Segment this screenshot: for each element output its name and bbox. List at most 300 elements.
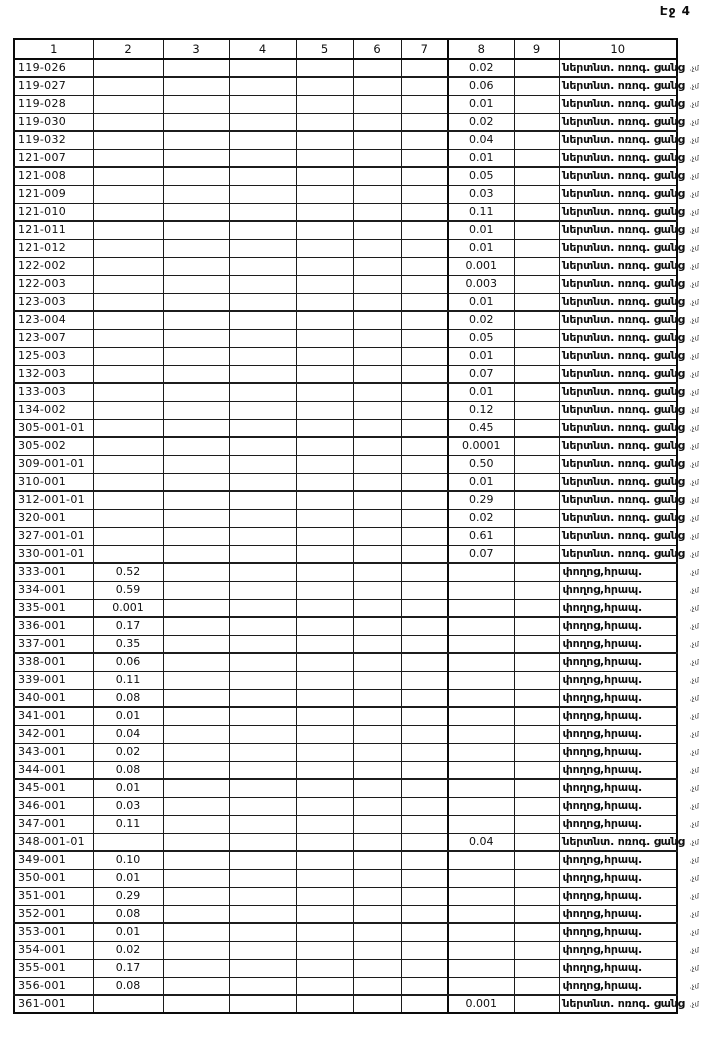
cell-empty: [353, 239, 401, 257]
cell-area-col2: [93, 833, 163, 851]
cell-empty: [353, 437, 401, 455]
cell-area-col2: 0.02: [93, 743, 163, 761]
margin-note: .չմ: [689, 316, 699, 325]
cell-area-col8: 0.45: [448, 419, 514, 437]
cell-empty: [353, 293, 401, 311]
cell-empty: [401, 653, 448, 671]
cell-area-col8: 0.06: [448, 77, 514, 95]
cell-landuse-text: [559, 689, 699, 707]
cell-empty: [296, 581, 353, 599]
cell-empty: [163, 815, 229, 833]
cell-empty: [296, 113, 353, 131]
cell-area-col2: [93, 239, 163, 257]
cell-empty: [163, 329, 229, 347]
cell-empty: [353, 851, 401, 869]
cell-area-col8: [448, 761, 514, 779]
table-row: [14, 59, 677, 77]
cell-area-col8: 0.03: [448, 185, 514, 203]
landuse-label: ներտնտ. ոռոգ. ցանց: [562, 241, 685, 254]
cell-empty: [353, 671, 401, 689]
cell-empty: [353, 581, 401, 599]
cell-empty: [163, 851, 229, 869]
cell-empty: [353, 419, 401, 437]
cell-empty: [229, 455, 296, 473]
cell-empty: [514, 419, 559, 437]
cell-parcel-code: 335-001: [14, 599, 93, 617]
table-row: [14, 275, 677, 293]
cell-empty: [401, 779, 448, 797]
cell-empty: [229, 779, 296, 797]
landuse-label: ներտնտ. ոռոգ. ցանց: [562, 529, 685, 542]
cell-area-col2: 0.01: [93, 923, 163, 941]
cell-area-col2: 0.01: [93, 869, 163, 887]
cell-empty: [296, 833, 353, 851]
margin-note: .չմ: [689, 136, 699, 145]
margin-note: .չմ: [689, 910, 699, 919]
cell-empty: [401, 455, 448, 473]
cell-empty: [229, 527, 296, 545]
cell-empty: [353, 869, 401, 887]
table-row: [14, 995, 677, 1013]
cell-parcel-code: 336-001: [14, 617, 93, 635]
cell-landuse-text: [559, 725, 699, 743]
cell-landuse-text: [559, 779, 699, 797]
cell-area-col8: [448, 671, 514, 689]
cell-landuse-text: [559, 113, 699, 131]
cell-area-col2: 0.001: [93, 599, 163, 617]
cell-empty: [401, 95, 448, 113]
table-row: [14, 293, 677, 311]
column-header-7: 7: [401, 39, 448, 59]
cell-landuse-text: [559, 545, 699, 563]
margin-note: .չմ: [689, 64, 699, 73]
cell-parcel-code: 133-003: [14, 383, 93, 401]
cell-empty: [353, 329, 401, 347]
table-row: [14, 725, 677, 743]
cell-empty: [514, 671, 559, 689]
table-row: [14, 959, 677, 977]
cell-landuse-text: [559, 473, 699, 491]
cell-empty: [401, 167, 448, 185]
column-header-3: 3: [163, 39, 229, 59]
cell-empty: [401, 77, 448, 95]
landuse-label: փողոց,հրապ.: [562, 817, 642, 830]
cell-empty: [229, 509, 296, 527]
cell-empty: [296, 239, 353, 257]
cell-area-col8: [448, 959, 514, 977]
cell-empty: [229, 131, 296, 149]
cell-empty: [296, 563, 353, 581]
cell-empty: [514, 995, 559, 1013]
landuse-label: փողոց,հրապ.: [562, 655, 642, 669]
cell-empty: [163, 707, 229, 725]
cell-empty: [229, 347, 296, 365]
landuse-label: ներտնտ. ոռոգ. ցանց: [562, 277, 685, 290]
cell-empty: [296, 707, 353, 725]
margin-note: .չմ: [689, 766, 699, 775]
table-row: [14, 311, 677, 329]
landuse-label: փողոց,հրապ.: [562, 673, 642, 686]
cell-area-col2: 0.01: [93, 779, 163, 797]
cell-empty: [353, 167, 401, 185]
cell-empty: [401, 365, 448, 383]
cell-empty: [229, 743, 296, 761]
cell-area-col2: [93, 491, 163, 509]
margin-note: .չմ: [689, 568, 699, 577]
cell-landuse-text: [559, 383, 699, 401]
cell-empty: [163, 779, 229, 797]
landuse-label: փողոց,հրապ.: [562, 636, 642, 650]
cell-empty: [514, 311, 559, 329]
cell-empty: [401, 635, 448, 653]
margin-note: .չմ: [689, 676, 699, 685]
cell-landuse-text: [559, 833, 699, 851]
cell-area-col2: [93, 545, 163, 563]
cell-parcel-code: 351-001: [14, 887, 93, 905]
cell-empty: [401, 905, 448, 923]
column-header-6: 6: [353, 39, 401, 59]
cell-empty: [401, 437, 448, 455]
cell-area-col8: 0.0001: [448, 437, 514, 455]
cell-empty: [163, 797, 229, 815]
cell-empty: [296, 617, 353, 635]
cell-empty: [296, 59, 353, 77]
table-row: [14, 545, 677, 563]
landuse-label: փողոց,հրապ.: [562, 961, 642, 974]
cell-empty: [353, 221, 401, 239]
landuse-label: ներտնտ. ոռոգ. ցանց: [562, 313, 685, 327]
cell-empty: [229, 707, 296, 725]
cell-empty: [353, 905, 401, 923]
cell-empty: [353, 383, 401, 401]
table-header-row: [14, 39, 677, 59]
cell-empty: [229, 599, 296, 617]
cell-area-col8: [448, 653, 514, 671]
cell-empty: [353, 779, 401, 797]
cell-parcel-code: 305-001-01: [14, 419, 93, 437]
cell-landuse-text: [559, 887, 699, 905]
cell-area-col2: [93, 365, 163, 383]
cell-landuse-text: [559, 671, 699, 689]
cell-area-col2: 0.04: [93, 725, 163, 743]
cell-empty: [163, 545, 229, 563]
table-row: [14, 203, 677, 221]
cell-empty: [229, 491, 296, 509]
margin-note: .չմ: [689, 280, 699, 289]
table-row: [14, 329, 677, 347]
cell-parcel-code: 338-001: [14, 653, 93, 671]
margin-note: .չմ: [689, 640, 699, 649]
cell-landuse-text: [559, 59, 699, 77]
cell-empty: [401, 545, 448, 563]
cell-parcel-code: 346-001: [14, 797, 93, 815]
cell-landuse-text: [559, 149, 699, 167]
margin-note: .չմ: [689, 334, 699, 343]
cell-empty: [229, 941, 296, 959]
cell-empty: [353, 311, 401, 329]
cell-parcel-code: 122-003: [14, 275, 93, 293]
cell-empty: [296, 167, 353, 185]
cell-empty: [353, 113, 401, 131]
cell-landuse-text: [559, 509, 699, 527]
cell-empty: [514, 959, 559, 977]
cell-empty: [163, 617, 229, 635]
cell-parcel-code: 310-001: [14, 473, 93, 491]
table-row: [14, 419, 677, 437]
landuse-label: ներտնտ. ոռոգ. ցանց: [562, 474, 685, 488]
cell-empty: [163, 401, 229, 419]
cell-empty: [401, 743, 448, 761]
cell-parcel-code: 342-001: [14, 725, 93, 743]
table-row: [14, 491, 677, 509]
table-row: [14, 347, 677, 365]
landuse-label: ներտնտ. ոռոգ. ցանց: [562, 366, 685, 380]
margin-note: .չմ: [689, 262, 699, 271]
cell-empty: [514, 815, 559, 833]
cell-empty: [401, 329, 448, 347]
cell-area-col8: 0.01: [448, 293, 514, 311]
cell-empty: [229, 59, 296, 77]
cell-empty: [163, 293, 229, 311]
cell-empty: [229, 329, 296, 347]
cell-parcel-code: 123-003: [14, 293, 93, 311]
cell-empty: [296, 653, 353, 671]
cell-area-col8: 0.02: [448, 59, 514, 77]
cell-empty: [514, 167, 559, 185]
table-row: [14, 383, 677, 401]
cell-empty: [353, 743, 401, 761]
cell-area-col2: 0.08: [93, 761, 163, 779]
table-row: [14, 653, 677, 671]
table-row: [14, 437, 677, 455]
cell-empty: [514, 149, 559, 167]
cell-area-col2: 0.03: [93, 797, 163, 815]
cell-landuse-text: [559, 203, 699, 221]
column-header-2: 2: [93, 39, 163, 59]
cell-empty: [296, 473, 353, 491]
cell-empty: [401, 239, 448, 257]
margin-note: .չմ: [689, 118, 699, 127]
cell-empty: [296, 275, 353, 293]
cell-empty: [353, 761, 401, 779]
cell-area-col8: 0.001: [448, 257, 514, 275]
cell-empty: [514, 347, 559, 365]
cell-parcel-code: 121-010: [14, 203, 93, 221]
cell-empty: [514, 599, 559, 617]
margin-note: .չմ: [689, 244, 699, 253]
cell-empty: [229, 275, 296, 293]
cell-empty: [514, 221, 559, 239]
table-row: [14, 509, 677, 527]
cell-empty: [296, 221, 353, 239]
cell-empty: [229, 437, 296, 455]
margin-note: .չմ: [689, 388, 699, 397]
cell-area-col2: [93, 455, 163, 473]
cell-area-col2: 0.17: [93, 959, 163, 977]
cell-parcel-code: 119-027: [14, 77, 93, 95]
cell-area-col2: [93, 113, 163, 131]
cell-area-col2: 0.35: [93, 635, 163, 653]
cell-empty: [229, 977, 296, 995]
cell-landuse-text: [559, 941, 699, 959]
cell-empty: [353, 941, 401, 959]
cell-landuse-text: [559, 851, 699, 869]
margin-note: .չմ: [689, 802, 699, 811]
cell-empty: [229, 815, 296, 833]
cell-landuse-text: [559, 491, 699, 509]
cell-empty: [401, 689, 448, 707]
cell-landuse-text: [559, 869, 699, 887]
cell-empty: [514, 59, 559, 77]
cell-empty: [353, 257, 401, 275]
table-row: [14, 581, 677, 599]
cell-landuse-text: [559, 77, 699, 95]
cell-empty: [401, 725, 448, 743]
landuse-label: փողոց,հրապ.: [562, 871, 642, 884]
cell-empty: [514, 113, 559, 131]
margin-note: .չմ: [689, 370, 699, 379]
cell-empty: [401, 995, 448, 1013]
cell-empty: [353, 455, 401, 473]
landuse-label: ներտնտ. ոռոգ. ցանց: [562, 114, 685, 128]
cell-empty: [163, 563, 229, 581]
cell-landuse-text: [559, 185, 699, 203]
table-row: [14, 167, 677, 185]
cell-empty: [296, 383, 353, 401]
cell-empty: [401, 671, 448, 689]
cell-empty: [514, 563, 559, 581]
table-row: [14, 779, 677, 797]
landuse-label: փողոց,հրապ.: [562, 600, 642, 614]
cell-area-col2: 0.02: [93, 941, 163, 959]
margin-note: .չմ: [689, 658, 699, 667]
landuse-label: ներտնտ. ոռոգ. ցանց: [562, 133, 685, 147]
cell-empty: [229, 113, 296, 131]
landuse-label: ներտնտ. ոռոգ. ցանց: [562, 997, 685, 1010]
cell-empty: [353, 635, 401, 653]
cell-empty: [353, 599, 401, 617]
margin-note: .չմ: [689, 964, 699, 973]
landuse-label: փողոց,հրապ.: [562, 781, 642, 795]
margin-note: .չմ: [689, 406, 699, 415]
cell-area-col8: [448, 635, 514, 653]
cell-parcel-code: 347-001: [14, 815, 93, 833]
landuse-label: փողոց,հրապ.: [562, 853, 642, 867]
cell-empty: [514, 383, 559, 401]
table-row: [14, 401, 677, 419]
cell-empty: [163, 527, 229, 545]
cell-landuse-text: [559, 905, 699, 923]
cell-empty: [353, 653, 401, 671]
margin-note: .չմ: [689, 838, 699, 847]
cell-empty: [401, 419, 448, 437]
cell-area-col2: 0.17: [93, 617, 163, 635]
cell-empty: [401, 959, 448, 977]
cell-empty: [514, 185, 559, 203]
cell-empty: [353, 617, 401, 635]
cell-area-col8: [448, 941, 514, 959]
landuse-label: ներտնտ. ոռոգ. ցանց: [562, 546, 685, 560]
cell-empty: [514, 977, 559, 995]
cell-empty: [229, 923, 296, 941]
cell-landuse-text: [559, 437, 699, 455]
cell-empty: [514, 131, 559, 149]
cell-parcel-code: 320-001: [14, 509, 93, 527]
cell-empty: [229, 419, 296, 437]
cell-area-col2: [93, 527, 163, 545]
cell-empty: [296, 491, 353, 509]
table-row: [14, 671, 677, 689]
cell-empty: [229, 473, 296, 491]
cell-area-col2: [93, 221, 163, 239]
cell-empty: [163, 581, 229, 599]
cell-parcel-code: 339-001: [14, 671, 93, 689]
cell-area-col8: [448, 851, 514, 869]
cell-empty: [163, 689, 229, 707]
cell-empty: [296, 365, 353, 383]
cell-empty: [163, 905, 229, 923]
cell-area-col8: 0.05: [448, 329, 514, 347]
cell-empty: [514, 833, 559, 851]
cell-landuse-text: [559, 221, 699, 239]
table-row: [14, 869, 677, 887]
cell-empty: [401, 887, 448, 905]
cell-empty: [163, 599, 229, 617]
margin-note: .չմ: [689, 442, 699, 451]
cell-empty: [229, 905, 296, 923]
cell-empty: [353, 833, 401, 851]
cell-empty: [296, 437, 353, 455]
margin-note: .չմ: [689, 82, 699, 91]
column-header-5: 5: [296, 39, 353, 59]
table-row: [14, 833, 677, 851]
cell-area-col2: [93, 185, 163, 203]
landuse-label: ներտնտ. ոռոգ. ցանց: [562, 511, 685, 524]
cell-empty: [353, 473, 401, 491]
cell-area-col8: 0.07: [448, 365, 514, 383]
cell-empty: [163, 311, 229, 329]
landuse-label: ներտնտ. ոռոգ. ցանց: [562, 150, 685, 164]
cell-area-col8: 0.12: [448, 401, 514, 419]
landuse-label: ներտնտ. ոռոգ. ցանց: [562, 294, 685, 308]
cell-empty: [229, 563, 296, 581]
cell-landuse-text: [559, 365, 699, 383]
cell-empty: [401, 851, 448, 869]
table-row: [14, 239, 677, 257]
cell-area-col2: [93, 149, 163, 167]
cell-parcel-code: 340-001: [14, 689, 93, 707]
cell-area-col8: 0.02: [448, 509, 514, 527]
cell-empty: [296, 923, 353, 941]
cell-empty: [229, 833, 296, 851]
cell-empty: [401, 347, 448, 365]
cell-parcel-code: 343-001: [14, 743, 93, 761]
cell-empty: [401, 941, 448, 959]
cell-area-col8: 0.01: [448, 221, 514, 239]
cell-landuse-text: [559, 977, 699, 995]
cell-empty: [353, 185, 401, 203]
landuse-label: ներտնտ. ոռոգ. ցանց: [562, 223, 685, 237]
cell-area-col8: 0.02: [448, 311, 514, 329]
table-row: [14, 185, 677, 203]
cell-area-col8: [448, 707, 514, 725]
cell-empty: [296, 797, 353, 815]
cell-empty: [229, 581, 296, 599]
cell-parcel-code: 119-032: [14, 131, 93, 149]
cell-empty: [229, 95, 296, 113]
cell-empty: [514, 365, 559, 383]
landuse-label: ներտնտ. ոռոգ. ցանց: [562, 349, 685, 362]
